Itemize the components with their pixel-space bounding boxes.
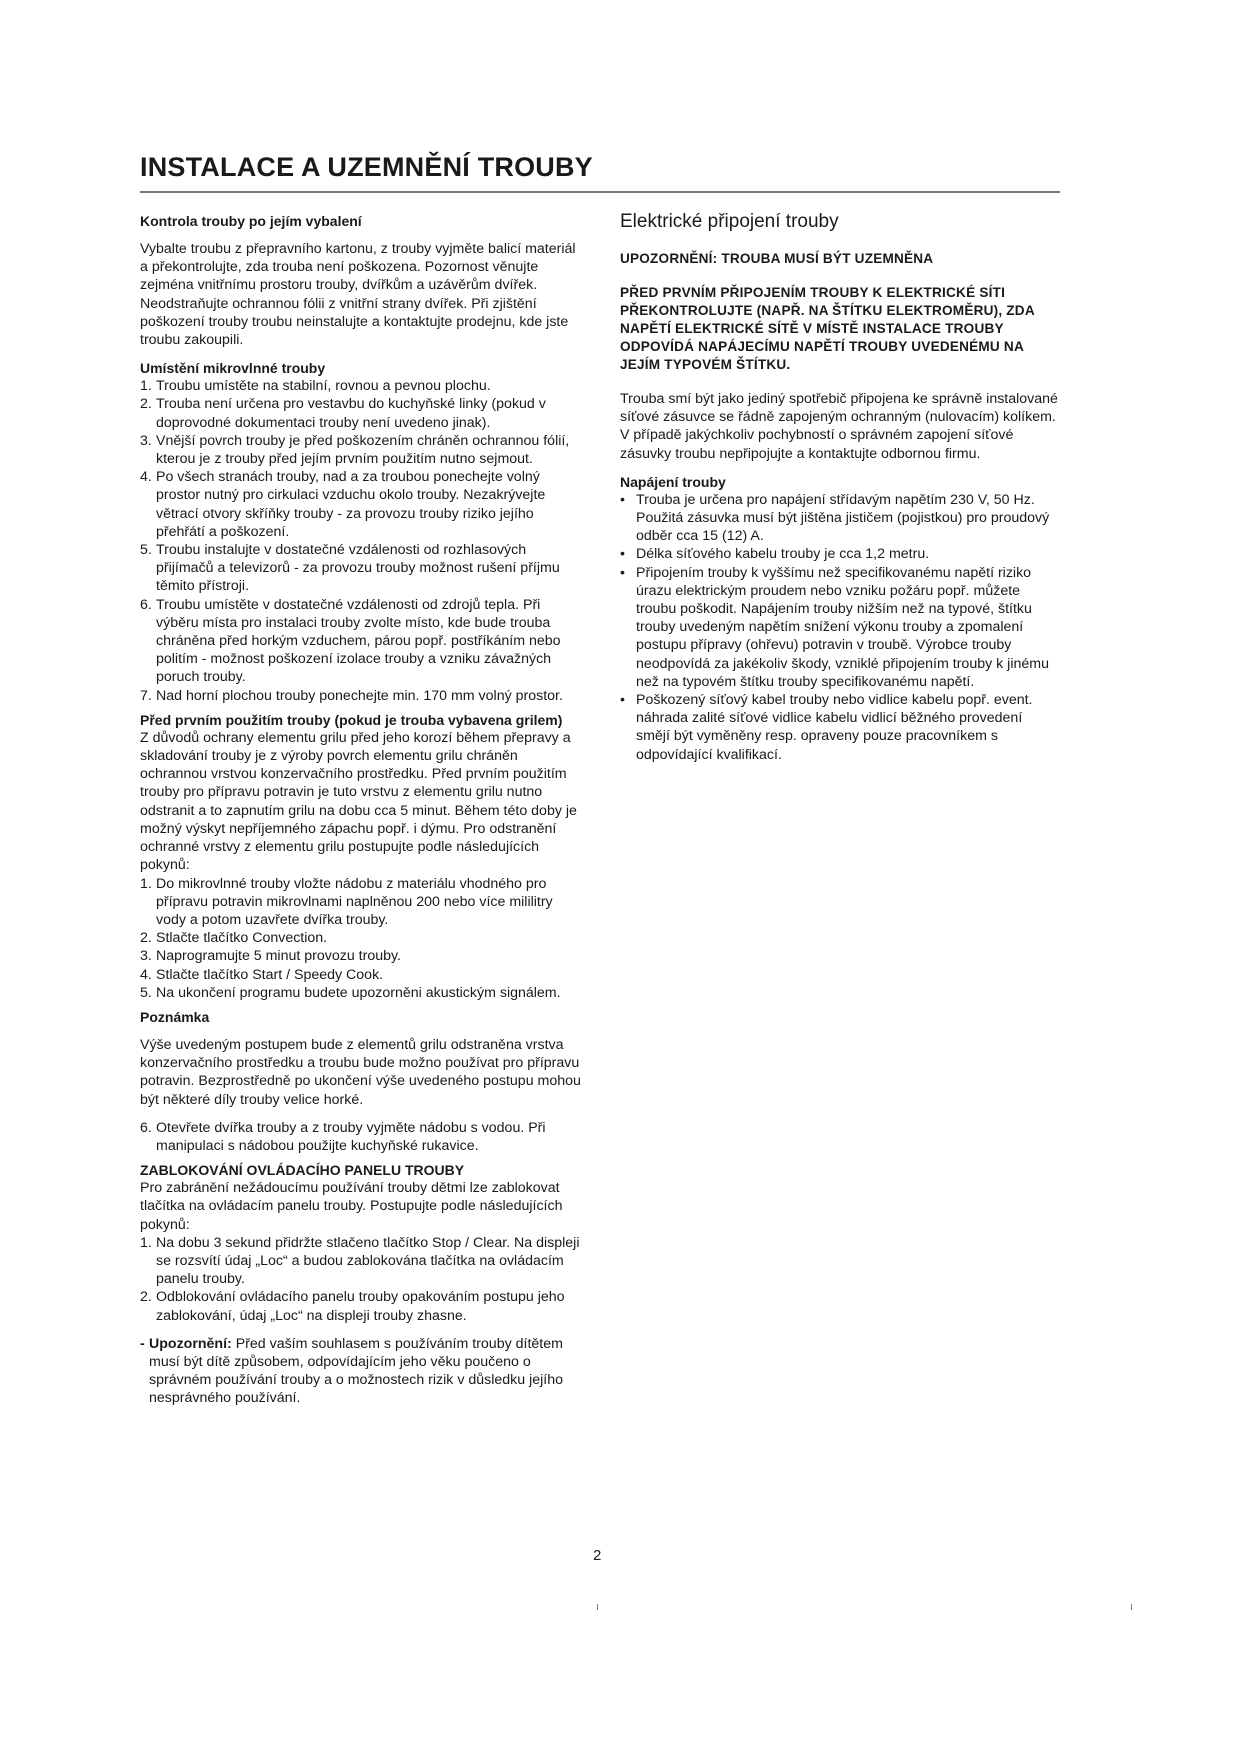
list-item: 2. Stlačte tlačítko Convection. [140, 930, 328, 947]
first-use-list-continued [140, 1119, 583, 1155]
section-heading-first-use: Před prvním použitím trouby (pokud je trouba vybavena grilem) [140, 711, 563, 728]
list-item: 6. Otevřete dvířka trouby a z trouby vyjměte nádobu s vodou. Při manipulaci s nádobou použijte kuchyňské rukavice. [140, 1119, 546, 1154]
voltage-check-text: PŘED PRVNÍM PŘIPOJENÍM TROUBY K ELEKTRICKÉ SÍTI PŘEKONTROLUJTE (NAPŘ. NA ŠTÍTKU ELEKTROMĚRU), ZDA NAPĚTÍ ELEKTRICKÉ SÍTĚ V MÍSTĚ INSTALACE TROUBY ODPOVÍDÁ NAPÁJECÍMU NAPĚTÍ TROUBY UVEDENÉMU NA JEJÍM TYPOVÉM ŠTÍTKU. [620, 285, 1035, 372]
note-text: Výše uvedeným postupem bude z elementů grilu odstraněna vrstva konzervačního prostředku a troubu bude možno používat pro přípravu potravin. Bezprostředně po ukončení výše uvedeného postupu mohou být některé díly trouby velice horké. [140, 1036, 581, 1108]
list-item: 1. Do mikrovlnné trouby vložte nádobu z materiálu vhodného pro přípravu potravin mikrovlnami naplněnou 200 nebo více mililitry vody a potom uzavřete dvířka trouby. [140, 875, 553, 928]
section-heading-lock: ZABLOKOVÁNÍ OVLÁDACÍHO PANELU TROUBY [140, 1162, 465, 1179]
list-item: 5. Troubu instalujte v dostatečné vzdálenosti od rozhlasových přijímačů a televizorů - za provozu trouby možnost rušení příjmu těmito přístroji. [140, 542, 560, 595]
left-column [140, 212, 583, 1408]
title-divider [140, 191, 1060, 193]
list-item: 2. Odblokování ovládacího panelu trouby opakováním postupu jeho zablokování, údaj „Loc“ na displeji trouby zhasne. [140, 1289, 565, 1324]
section-heading-placement: Umístění mikrovlnné trouby [140, 360, 326, 377]
list-item: 4. Po všech stranách trouby, nad a za troubou ponechejte volný prostor nutný pro cirkulaci vzduchu okolo trouby. Nezakrývejte větrací otvory skříňky trouby - za provozu trouby riziko jejího přehřátí a poškození. [140, 469, 546, 540]
list-item: 1. Troubu umístěte na stabilní, rovnou a pevnou plochu. [140, 378, 491, 395]
list-item: • Délka síťového kabelu trouby je cca 1,2 metru. [620, 546, 930, 563]
section-heading-electrical: Elektrické připojení trouby [620, 211, 839, 232]
list-item: 6. Troubu umístěte v dostatečné vzdálenosti od zdrojů tepla. Při výběru místa pro instalaci trouby zvolte místo, kde bude trouba chráněna před horkým vzduchem, párou popř. postříkáním nebo politím - možnost poškození izolace trouby a vzniku závažných poruch trouby. [140, 596, 561, 686]
note-heading: Poznámka [140, 1008, 210, 1025]
list-item: 7. Nad horní plochou trouby ponechejte min. 170 mm volný prostor. [140, 687, 563, 704]
list-item: • Poškozený síťový kabel trouby nebo vidlice kabelu popř. event. náhrada zalité síťové vidlice kabelu vidlicí běžného provedení smějí být vyměněny resp. opraveny pouze pracovníkem s odpovídající kvalifikací. [620, 692, 1033, 763]
placement-list [140, 377, 583, 705]
power-heading: Napájení trouby [620, 473, 726, 490]
list-item: 5. Na ukončení programu budete upozorněni akustickým signálem. [140, 984, 561, 1001]
list-item: 4. Stlačte tlačítko Start / Speedy Cook. [140, 966, 384, 983]
crop-mark [1131, 1604, 1132, 1610]
lock-list [140, 1234, 583, 1325]
lock-text: Pro zabránění nežádoucímu používání trouby dětmi lze zablokovat tlačítka na ovládacím panelu trouby. Postupujte podle následujících pokynů: [140, 1180, 563, 1233]
socket-text: Trouba smí být jako jediný spotřebič připojena ke správně instalované síťové zásuvce se řádně zapojeným ochranným (nulovacím) kolíkem. V případě jakýchkoliv pochybností o správném zapojení síťové zásuvky troubu nepřipojujte a kontaktujte odbornou firmu. [620, 391, 1058, 462]
inspection-text: Vybalte troubu z přepravního kartonu, z trouby vyjměte balicí materiál a překontrolujte, zda trouba není poškozena. Pozornost věnujte zejména vnitřnímu prostoru trouby, dvířkům a uzávěrům dvířek. Neodstraňujte ochrannou fólii z vnitřní strany dvířek. Při zjištění poškození trouby troubu neinstalujte a kontaktujte prodejnu, kde jste troubu zakoupili. [140, 241, 576, 349]
list-item: 1. Na dobu 3 sekund přidržte stlačeno tlačítko Stop / Clear. Na displeji se rozsvítí údaj „Loc“ a budou zablokována tlačítka na ovládacím panelu trouby. [140, 1234, 580, 1288]
first-use-list [140, 875, 583, 1002]
page-number: 2 [593, 1547, 602, 1564]
list-item: 2. Trouba není určena pro vestavbu do kuchyňské linky (pokud v doprovodné dokumentaci trouby není uvedeno jinak). [140, 396, 546, 431]
power-list [620, 491, 1060, 764]
first-use-text: Z důvodů ochrany elementu grilu před jeho korozí během přepravy a skladování trouby je z výroby povrch elementu grilu chráněn ochrannou vrstvou konzervačního prostředku. Před prvním použitím trouby pro přípravu potravin je tuto vrstvu z elementu grilu nutno odstranit a to zapnutím grilu na dobu cca 5 minut. Během této doby je možný výskyt nepříjemného zápachu popř. i dýmu. Pro odstranění ochranné vrstvy z elementu grilu postupujte podle následujících pokynů: [140, 729, 577, 874]
list-item: 3. Vnější povrch trouby je před poškozením chráněn ochrannou fólií, kterou je z trouby před jejím prvním použitím nutno sejmout. [140, 432, 570, 468]
list-item: 3. Naprogramujte 5 minut provozu trouby. [140, 948, 401, 965]
right-column [620, 210, 1060, 764]
list-item: • Trouba je určena pro napájení střídavým napětím 230 V, 50 Hz. Použitá zásuvka musí být jištěna jističem (pojistkou) pro proudový odběr cca 15 (12) A. [620, 491, 1050, 545]
list-item: • Připojením trouby k vyššímu než specifikovanému napětí riziko úrazu elektrickým proudem nebo vzniku požáru popř. můžete troubu poškodit. Napájením trouby nižším než na typové, štítku trouby uvedeným napětím snížení výkonu trouby a zpomalení postupu přípravy (ohřevu) potravin v troubě. Výrobce trouby neodpovídá za jakékoliv škody, vzniklé připojením trouby k jinému než na typovém štítku trouby specifikovanému napětí. [620, 564, 1049, 690]
crop-mark [597, 1604, 598, 1610]
section-heading-inspection: Kontrola trouby po jejím vybalení [140, 213, 362, 229]
grounding-warning: UPOZORNĚNÍ: TROUBA MUSÍ BÝT UZEMNĚNA [620, 251, 934, 266]
child-warning: - Upozornění: Před vaším souhlasem s používáním trouby dítětem musí být dítě způsobem, odpovídajícím jeho věku poučeno o správném používání trouby a o možnostech rizik v důsledku jejího nesprávného používání. [140, 1335, 564, 1407]
page-title: INSTALACE A UZEMNĚNÍ TROUBY [140, 152, 593, 182]
